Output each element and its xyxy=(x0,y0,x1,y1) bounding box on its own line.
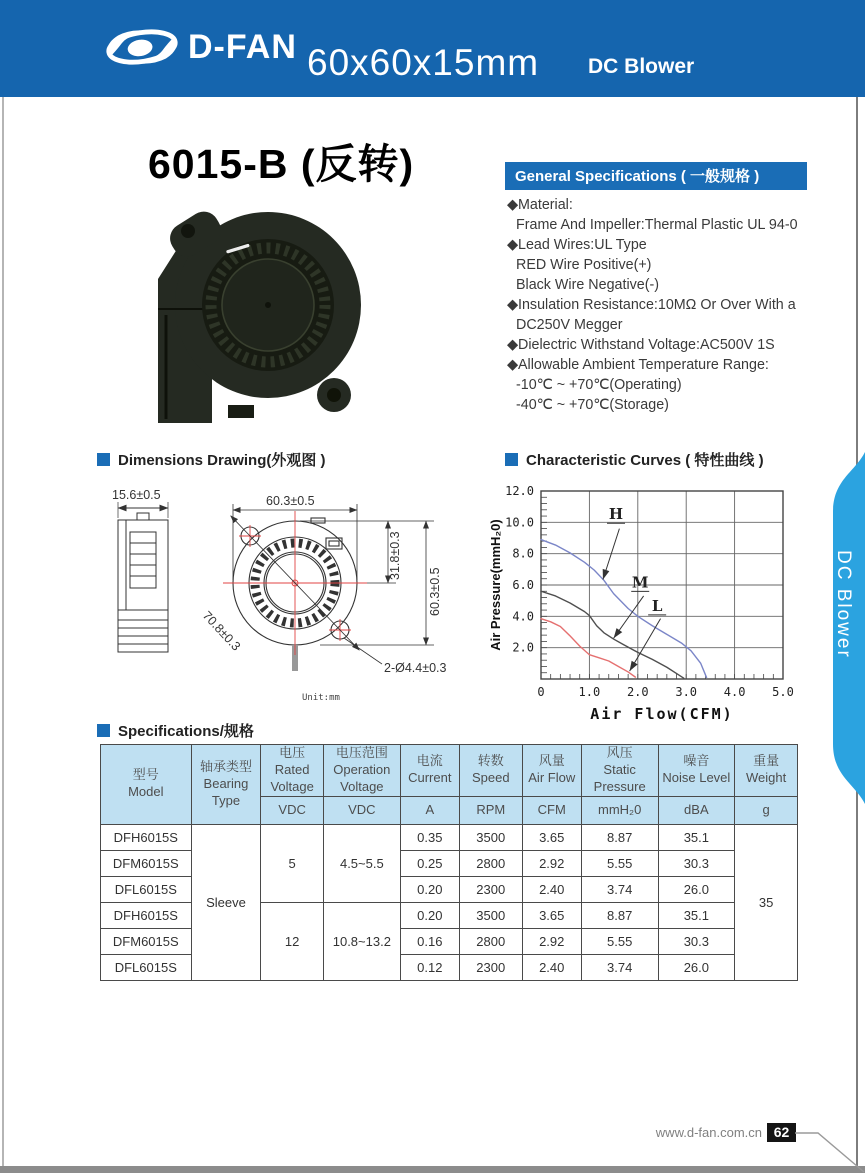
svg-text:12.0: 12.0 xyxy=(505,484,534,498)
dim-inlet-offset-label: 31.8±0.3 xyxy=(388,531,402,580)
spec-table-heading xyxy=(97,720,254,741)
table-row xyxy=(101,824,798,850)
cell-current: 0.12 xyxy=(400,954,459,980)
cell-current: 0.20 xyxy=(400,876,459,902)
cell-airflow: 2.40 xyxy=(522,954,581,980)
cell-noise: 35.1 xyxy=(658,824,735,850)
unit-weight: g xyxy=(735,796,798,824)
unit-noise: dBA xyxy=(658,796,735,824)
spec-line: ◆Lead Wires:UL Type xyxy=(507,237,647,253)
dim-mounting-holes-label: 2-Ø4.4±0.3 xyxy=(384,661,447,675)
cell-noise: 26.0 xyxy=(658,876,735,902)
cell-operation-voltage: 4.5~5.5 xyxy=(324,824,401,902)
brand-logo xyxy=(100,24,297,70)
spec-line: ◆Allowable Ambient Temperature Range: xyxy=(507,357,769,373)
cell-speed: 2800 xyxy=(459,928,522,954)
cell-pressure: 5.55 xyxy=(581,850,658,876)
svg-text:3.0: 3.0 xyxy=(675,685,698,699)
col-header-noise: 噪音 Noise Level xyxy=(658,745,735,797)
col-header-current: 电流 Current xyxy=(400,745,459,797)
side-tab-dc-blower xyxy=(823,452,865,804)
product-size: 60x60x15mm xyxy=(307,42,540,83)
unit-current: A xyxy=(400,796,459,824)
website-url: www.d-fan.com.cn xyxy=(655,1125,762,1140)
cell-pressure: 3.74 xyxy=(581,876,658,902)
svg-text:1.0: 1.0 xyxy=(578,685,601,699)
cell-model: DFM6015S xyxy=(101,850,192,876)
cell-model: DFM6015S xyxy=(101,928,192,954)
page-border-bottom xyxy=(0,1166,865,1173)
spec-line: ◆Dielectric Withstand Voltage:AC500V 1S xyxy=(507,337,775,353)
spec-line: -40℃ ~ +70℃(Storage) xyxy=(516,397,669,413)
cell-current: 0.35 xyxy=(400,824,459,850)
section-bullet-icon xyxy=(97,724,110,737)
curves-heading xyxy=(505,449,764,470)
unit-airflow: CFM xyxy=(522,796,581,824)
cell-current: 0.20 xyxy=(400,902,459,928)
svg-text:4.0: 4.0 xyxy=(512,609,534,624)
svg-text:10.0: 10.0 xyxy=(505,515,534,530)
svg-text:5.0: 5.0 xyxy=(772,685,794,699)
cell-current: 0.25 xyxy=(400,850,459,876)
cell-rated-voltage: 5 xyxy=(261,824,324,902)
svg-text:2.0: 2.0 xyxy=(626,685,649,699)
unit-rated-voltage: VDC xyxy=(261,796,324,824)
cell-model: DFL6015S xyxy=(101,876,192,902)
cell-current: 0.16 xyxy=(400,928,459,954)
header xyxy=(0,0,865,97)
col-header-rated-voltage: 电压 Rated Voltage xyxy=(261,745,324,797)
svg-text:6.0: 6.0 xyxy=(512,578,534,592)
cell-pressure: 5.55 xyxy=(581,928,658,954)
svg-text:M: M xyxy=(631,573,649,592)
cell-pressure: 3.74 xyxy=(581,954,658,980)
general-specs-heading: General Specifications ( 一般规格 ) xyxy=(505,162,807,190)
dim-unit-label: Unit:mm xyxy=(302,693,340,703)
cell-operation-voltage: 10.8~13.2 xyxy=(324,902,401,980)
dimensions-heading-label: Dimensions Drawing(外观图 ) xyxy=(118,452,326,469)
dimensions-heading xyxy=(97,449,326,470)
cell-speed: 2300 xyxy=(459,876,522,902)
spec-line: Black Wire Negative(-) xyxy=(516,277,659,293)
dim-side-width-label: 15.6±0.5 xyxy=(112,488,161,502)
cell-speed: 3500 xyxy=(459,902,522,928)
svg-text:Air Pressure(mmH₂0): Air Pressure(mmH₂0) xyxy=(488,519,503,651)
col-header-weight: 重量 Weight xyxy=(735,745,798,797)
page-title: 6015-B (反转) xyxy=(148,141,415,187)
cell-model: DFL6015S xyxy=(101,954,192,980)
cell-bearing: Sleeve xyxy=(191,824,261,980)
svg-text:2.0: 2.0 xyxy=(512,640,534,655)
cell-noise: 26.0 xyxy=(658,954,735,980)
col-header-airflow: 风量 Air Flow xyxy=(522,745,581,797)
svg-text:H: H xyxy=(608,505,624,524)
brand-name: D-FAN xyxy=(188,27,297,66)
unit-static-pressure: mmH₂0 xyxy=(581,796,658,824)
footer-corner-line xyxy=(794,1120,865,1173)
spec-line: ◆Insulation Resistance:10MΩ Or Over With a xyxy=(507,297,796,313)
cell-airflow: 2.92 xyxy=(522,928,581,954)
svg-text:4.0: 4.0 xyxy=(723,685,746,699)
product-photo xyxy=(100,183,382,429)
dim-front-width-label: 60.3±0.5 xyxy=(266,494,315,508)
svg-text:0: 0 xyxy=(537,685,545,699)
spec-line: ◆Material: xyxy=(507,197,573,213)
spec-line: DC250V Megger xyxy=(516,317,623,333)
characteristic-curves-chart xyxy=(487,477,799,729)
spec-line: Frame And Impeller:Thermal Plastic UL 94-0 xyxy=(516,217,798,233)
unit-speed: RPM xyxy=(459,796,522,824)
cell-airflow: 3.65 xyxy=(522,824,581,850)
page-border-left xyxy=(2,97,4,1166)
side-tab-label: DC Blower xyxy=(833,550,854,659)
col-header-static-pressure: 风压 Static Pressure xyxy=(581,745,658,797)
dim-hole-pitch-label: 70.8±0.3 xyxy=(199,608,244,654)
col-header-model: 型号 Model xyxy=(101,745,192,825)
cell-speed: 2800 xyxy=(459,850,522,876)
unit-operation-voltage: VDC xyxy=(324,796,401,824)
dimensions-drawing xyxy=(90,468,490,708)
cell-airflow: 2.40 xyxy=(522,876,581,902)
spec-table-heading-label: Specifications/规格 xyxy=(118,723,254,740)
col-header-bearing: 轴承类型 Bearing Type xyxy=(191,745,261,825)
col-header-operation-voltage: 电压范围 Operation Voltage xyxy=(324,745,401,797)
svg-text:Air Flow(CFM): Air Flow(CFM) xyxy=(590,705,734,723)
cell-speed: 2300 xyxy=(459,954,522,980)
fan-swirl-icon xyxy=(100,24,184,70)
page-number-badge: 62 xyxy=(767,1123,796,1142)
dim-front-height-label: 60.3±0.5 xyxy=(428,567,442,616)
cell-pressure: 8.87 xyxy=(581,902,658,928)
spec-line: -10℃ ~ +70℃(Operating) xyxy=(516,377,682,393)
svg-text:L: L xyxy=(651,596,663,615)
cell-airflow: 3.65 xyxy=(522,902,581,928)
cell-model: DFH6015S xyxy=(101,902,192,928)
col-header-speed: 转数 Speed xyxy=(459,745,522,797)
spec-line: RED Wire Positive(+) xyxy=(516,257,652,273)
section-bullet-icon xyxy=(97,453,110,466)
cell-noise: 30.3 xyxy=(658,850,735,876)
cell-speed: 3500 xyxy=(459,824,522,850)
product-category: DC Blower xyxy=(588,55,695,78)
cell-noise: 35.1 xyxy=(658,902,735,928)
curves-heading-label: Characteristic Curves ( 特性曲线 ) xyxy=(526,452,764,469)
section-bullet-icon xyxy=(505,453,518,466)
general-specs-list xyxy=(507,195,817,415)
svg-text:8.0: 8.0 xyxy=(512,546,534,561)
cell-airflow: 2.92 xyxy=(522,850,581,876)
cell-weight: 35 xyxy=(735,824,798,980)
cell-model: DFH6015S xyxy=(101,824,192,850)
cell-noise: 30.3 xyxy=(658,928,735,954)
cell-pressure: 8.87 xyxy=(581,824,658,850)
specifications-table xyxy=(100,744,798,981)
cell-rated-voltage: 12 xyxy=(261,902,324,980)
